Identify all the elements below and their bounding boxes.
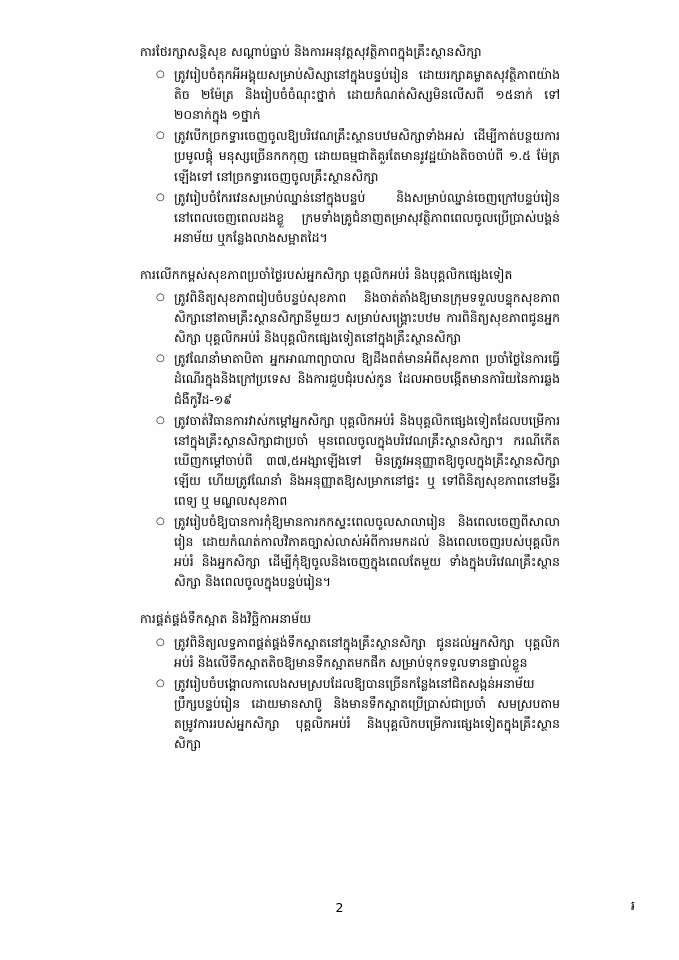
bullet-circle-icon: ○ — [156, 292, 165, 304]
page-number: 2 — [335, 900, 344, 915]
list-item — [140, 349, 560, 409]
section-security — [140, 42, 560, 248]
list-item — [140, 633, 560, 673]
section-health-promotion — [140, 265, 560, 593]
section-heading: ការថែរក្សាសន្តិសុខ សណ្តាប់ធ្នាប់ និងការអនុវត្តសុវត្ថិភាពក្នុងគ្រឹះស្ថានសិក្សា — [140, 44, 482, 59]
bullet-circle-icon: ○ — [156, 414, 165, 426]
list-item-text: ត្រូវណែនាំមាតាបិតា អ្នកអាណាព្យាបាល ឱ្យដឹងពត៌មានអំពីសុខភាព ប្រចាំថ្ងៃនៃការធ្វើដំណើរក្នុងនិងក្រៅប្រទេស និងការជួបជុំរបស់កូន ដែលអាចបង្កើតមានការិយនៃការឆ្លងជំងឺកូវីដ-១៩ — [174, 351, 560, 407]
document-body — [140, 42, 560, 760]
bullet-list — [140, 65, 560, 248]
section-spacer — [140, 254, 560, 265]
bullet-circle-icon: ○ — [156, 636, 165, 648]
section-heading: ការផ្គត់ផ្គង់ទឹកស្អាត និងវិច្ឆិកាអនាម័យ — [140, 611, 312, 627]
bullet-circle-icon: ○ — [156, 677, 165, 689]
list-item — [140, 65, 560, 125]
bullet-list — [140, 288, 560, 592]
section-heading: ការលើកកម្ពស់សុខភាពប្រចាំថ្ងៃរបស់អ្នកសិក្សា បុគ្គលិកអប់រំ និងបុគ្គលិកផ្សេងទៀត — [140, 266, 513, 282]
list-item-text: ត្រូវរៀបចំតុកអីអង្គុយសម្រាប់សិស្សានៅក្នុងបន្ទប់រៀន ដោយរក្សាគម្លាតសុវត្ថិភាពយ៉ាងតិច ២ម៉ែត្រ និងរៀបចំចំណុះថ្នាក់ ដោយកំណត់សិស្សមិនលើសពី ១៥នាក់ ទៅ ២០នាក់ក្នុង ១ថ្នាក់ — [174, 67, 560, 123]
list-item — [140, 411, 560, 511]
list-item-text: ត្រូវរៀបចំកែរវេនសម្រាប់ឈ្នាន់នៅក្នុងបន្ទប់ និងសម្រាប់ឈ្នាន់ចេញក្រៅបន្ទប់រៀន នៅពេលចេញពេលដងខ្លួ ក្រមទាំងគ្រូជំនាញតម្រាសុវត្ថិភាពពេលចូលប្រើប្រាស់បង្គន់អនាម័យ ឬកន្លែងលាងសម្អាតដៃ។ — [174, 189, 560, 245]
list-item-text: ត្រូវពិនិត្យលទ្ធភាពផ្គត់ផ្គង់ទឹកស្អាតនៅក្នុងគ្រឹះស្ថានសិក្សា ជូនដល់អ្នកសិក្សា បុគ្គលិកអប់រំ និងលើទឹកស្អាតតិចឱ្យមានទឹកស្អាតមកផឹក សម្រាប់ទុកទទួលទានផ្ទាល់ខ្លួន — [174, 634, 560, 670]
list-item-text: ត្រូវរៀបចំបង្គោលកាលេងសមស្របដែលឱ្យបានច្រើនកន្លែងនៅជិតសង្កន់អនាម័យ ប្រឹក្សបន្ទប់រៀន ដោយមានសាប៊ូ និងមានទឹកស្អាតប្រើប្រាស់ជាប្រចាំ សមស្របតាមតម្រូវការរបស់អ្នកសិក្សា បុគ្គលិកអប់រំ និងបុគ្គលិកបម្រើការផ្សេងទៀតក្នុងគ្រឹះស្ថានសិក្សា — [174, 675, 560, 751]
bullet-list — [140, 633, 560, 755]
bullet-circle-icon: ○ — [156, 191, 165, 203]
corner-mark: ៛ — [630, 899, 635, 914]
list-item-text: ត្រូវរៀបចំឱ្យបានការកុំឱ្យមានការកកស្ទះពេលចូលសាលារៀន និងពេលចេញពីសាលារៀន ដោយកំណត់កាលវិភាគច្បាស់លាស់អំពីការមកដល់ និងពេលចេញរបស់បុគ្គលិកអប់រំ និងអ្នកសិក្សា ដើម្បីកុំឱ្យចូលនិងចេញក្នុងពេលតែមួយ ទាំងក្នុងបរិវេណគ្រឹះស្ថានសិក្សា និងពេលចូលក្នុងបន្ទប់រៀន។ — [174, 514, 560, 590]
bullet-circle-icon: ○ — [156, 353, 165, 365]
list-item — [140, 288, 560, 348]
list-item-text: ត្រូវចាត់វិធានការវាស់កម្ដៅអ្នកសិក្សា បុគ្គលិកអប់រំ និងបុគ្គលិកផ្សេងទៀតដែលបម្រើការនៅក្នុងគ្រឹះស្ថានសិក្សាជាប្រចាំ មុនពេលចូលក្នុងបរិវេណគ្រឹះស្ថានសិក្សា។ ករណីកើតឃើញកម្ដៅចាប់ពី ៣៧,៥អង្សាឡើងទៅ មិនត្រូវអនុញ្ញាតឱ្យចូលក្នុងគ្រឹះស្ថានសិក្សាឡើយ ហើយត្រូវណែនាំ និងអនុញ្ញាតឱ្យសម្រាកនៅផ្ទះ ឬ ទៅពិនិត្យសុខភាពនៅមន្ទីរពេទ្យ ឬ មណ្ឌលសុខភាព — [174, 412, 560, 508]
section-water-sanitation — [140, 609, 560, 754]
bullet-circle-icon: ○ — [156, 130, 165, 142]
bullet-circle-icon: ○ — [156, 516, 165, 528]
list-item — [140, 512, 560, 592]
list-item-text: ត្រូវបើកច្រកទ្វារចេញចូលឱ្យបរិវេណគ្រឹះស្ថានបឋមសិក្សាទាំងអស់ ដើម្បីកាត់បន្ថយការប្រមូលផ្តុំ មនុស្សច្រើនកកកុញ ដោយធម្មជាតិគួរតែមានរូវដ្ឋយ៉ាងតិចចាប់ពី ១.៥ ម៉ែត្រ ឡើងទៅ នៅច្រកទ្វារចេញចូលគ្រឹះស្ថានសិក្សា — [174, 128, 560, 184]
list-item — [140, 188, 560, 248]
list-item-text: ត្រូវពិនិត្យសុខភាពរៀបចំបន្ទប់សុខភាព និងចាត់តាំងឱ្យមានក្រុមទទួលបន្ទុកសុខភាពសិក្សានៅតាមគ្រឹះស្ថានសិក្សានីមួយៗ សម្រាប់សង្រ្គោះបឋម ការពិនិត្យសុខភាពជូនអ្នកសិក្សា បុគ្គលិកអប់រំ និងបុគ្គលិកផ្សេងទៀតនៅក្នុងគ្រឹះស្ថានសិក្សា — [174, 290, 560, 346]
section-spacer — [140, 598, 560, 609]
list-item — [140, 674, 560, 754]
bullet-circle-icon: ○ — [156, 69, 165, 81]
list-item — [140, 126, 560, 186]
